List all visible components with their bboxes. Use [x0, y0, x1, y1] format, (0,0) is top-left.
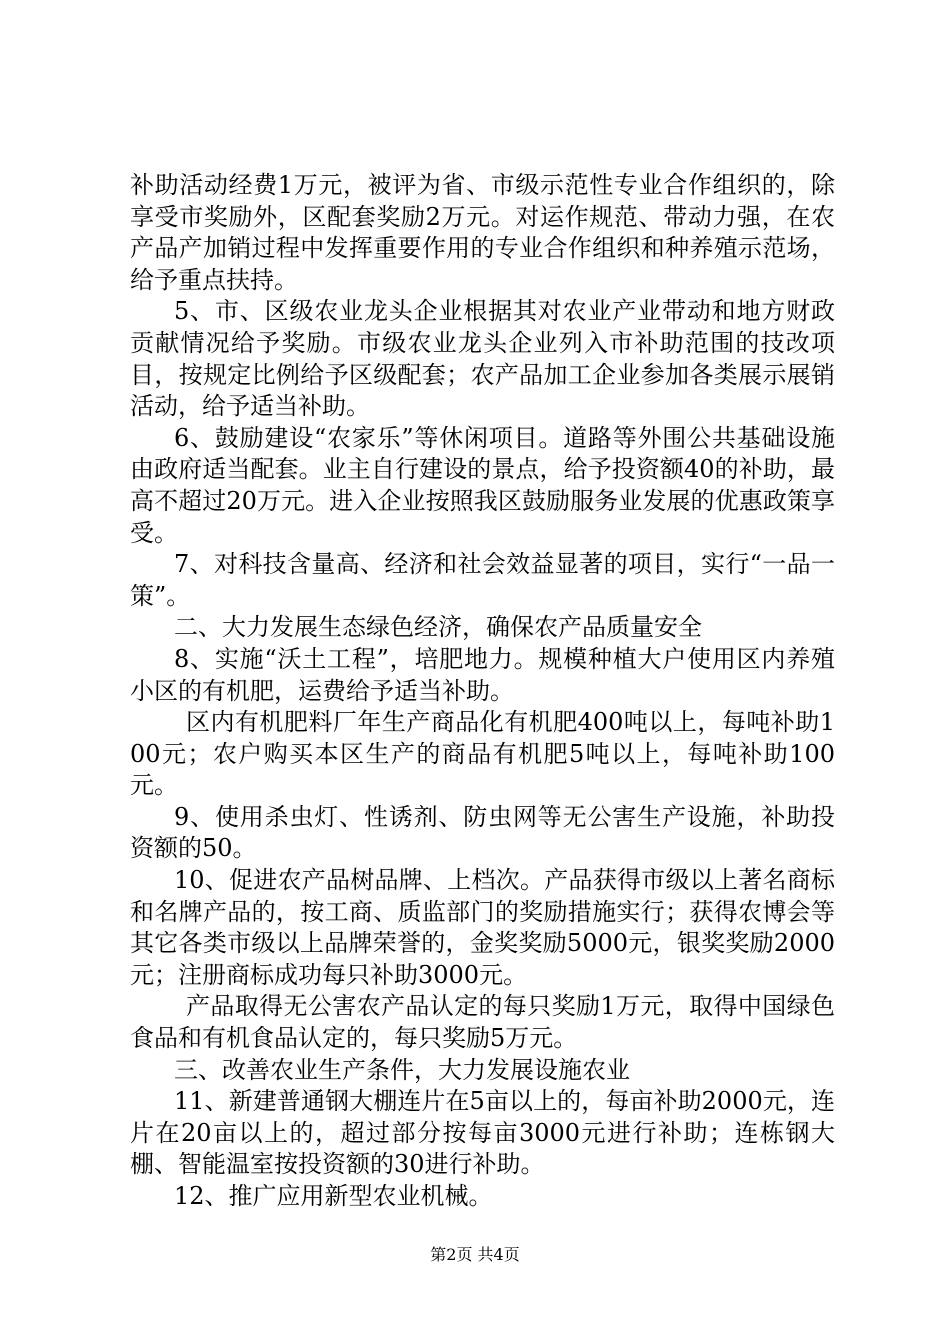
section-heading-2: 二、大力发展生态绿色经济，确保农产品质量安全	[174, 613, 702, 642]
paragraph-7: 区内有机肥料厂年生产商品化有机肥400吨以上，每吨补助100元；农户购买本区生产的商品有机肥5吨以上，每吨补助100元。	[130, 708, 835, 800]
paragraph-8: 9、使用杀虫灯、性诱剂、防虫网等无公害生产设施，补助投资额的50。	[130, 802, 835, 863]
paragraph-2: 5、市、区级农业龙头企业根据其对农业产业带动和地方财政贡献情况给予奖励。市级农业龙头企业列入市补助范围的技改项目，按规定比例给予区级配套；农产品加工企业参加各类展示展销活动，给予适当补助。	[130, 297, 835, 421]
paragraph-6: 8、实施“沃土工程”，培肥地力。规模种植大户使用区内养殖小区的有机肥，运费给予适当补助。	[130, 644, 835, 705]
section-heading-3: 三、改善农业生产条件，大力发展设施农业	[174, 1055, 630, 1084]
paragraph-10: 产品取得无公害农产品认定的每只奖励1万元，取得中国绿色食品和有机食品认定的，每只奖励5万元。	[130, 992, 835, 1053]
paragraph-12: 11、新建普通钢大棚连片在5亩以上的，每亩补助2000元，连片在20亩以上的，超过部分按每亩3000元进行补助；连栋钢大棚、智能温室按投资额的30进行补助。	[130, 1087, 835, 1179]
paragraph-3: 6、鼓励建设“农家乐”等休闲项目。道路等外围公共基础设施由政府适当配套。业主自行建设的景点，给予投资额40的补助，最高不超过20万元。进入企业按照我区鼓励服务业发展的优惠政策享受。	[130, 423, 835, 547]
document-body	[130, 170, 835, 1213]
paragraph-1: 补助活动经费1万元，被评为省、市级示范性专业合作组织的，除享受市奖励外，区配套奖励2万元。对运作规范、带动力强，在农产品产加销过程中发挥重要作用的专业合作组织和种养殖示范场，给予重点扶持。	[130, 171, 835, 294]
paragraph-13: 12、推广应用新型农业机械。	[174, 1182, 493, 1210]
paragraph-9: 10、促进农产品树品牌、上档次。产品获得市级以上著名商标和名牌产品的，按工商、质监部门的奖励措施实行；获得农博会等其它各类市级以上品牌荣誉的，金奖奖励5000元，银奖奖励2000元；注册商标成功每只补助3000元。	[130, 866, 835, 989]
page-footer: 第2页 共4页	[430, 1245, 520, 1264]
paragraph-4: 7、对科技含量高、经济和社会效益显著的项目，实行“一品一策”。	[130, 550, 835, 610]
